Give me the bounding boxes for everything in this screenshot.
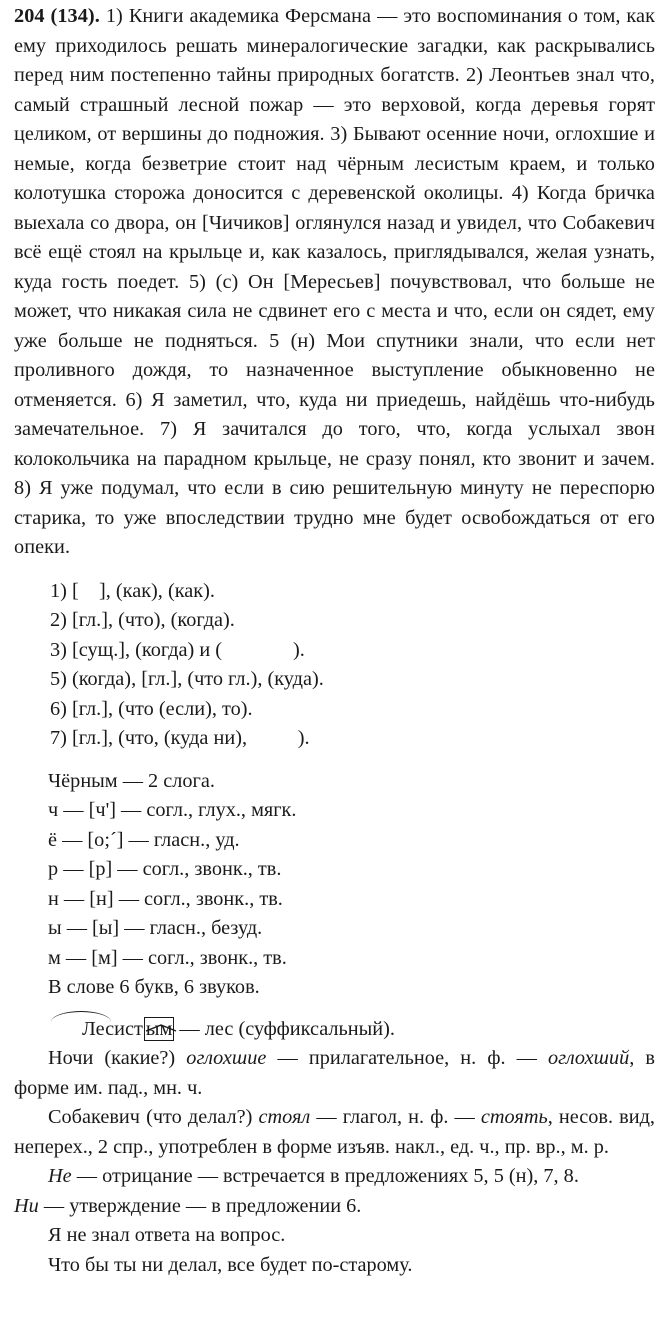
phonetic-line: м — [м] — согл., звонк., тв. [48,946,287,969]
analysis-text: , в форме им. пад., мн. ч. [14,1047,656,1099]
morphemic-word [48,1015,174,1045]
example-sentence: Что бы ты ни делал, все будет по-старому. [48,1253,413,1276]
morph-root: Лесист [82,1017,143,1040]
analysis-text: — утверждение — в предложении 6. [38,1194,362,1217]
analysis-text: — отрицание — встречается в предложениях 5, 5 (н), 7, 8. [71,1165,579,1187]
phonetic-line: ы — [ы] — гласн., безуд. [48,917,263,939]
root-arc-mark [51,1011,111,1022]
analysis-text: Ночи (какие?) [48,1047,187,1069]
word-analysis [14,1015,655,1281]
phonetic-line: Чёрным — 2 слога. [48,769,215,792]
phonetic-line: В слове 6 букв, 6 звуков. [48,976,260,998]
phonetic-line: н — [н] — согл., звонк., тв. [48,887,283,910]
exercise-text [14,2,655,563]
analysis-italic: оглохший [548,1047,630,1069]
suffix-mark [111,1012,143,1020]
analysis-adjective [14,1044,655,1103]
analysis-text: — прилагательное, н. ф. — [266,1047,549,1069]
analysis-ne [14,1162,655,1192]
phonetic-line: р — [р] — согл., звонк., тв. [48,858,282,880]
analysis-italic: Ни [14,1194,39,1217]
analysis-ni [14,1192,655,1222]
analysis-verb [14,1103,655,1162]
analysis-text: Собакевич (что делал?) [48,1106,259,1128]
scheme-line: 6) [гл.], (что (если), то). [50,697,253,720]
scheme-line: 3) [сущ.], (когда) и ( ). [50,638,305,661]
sentence-schemes [14,577,655,754]
scheme-line: 5) (когда), [гл.], (что гл.), (куда). [50,668,324,690]
morphemic-analysis [14,1015,655,1045]
exercise-number: 204 (134). [14,5,100,27]
analysis-italic: оглохшие [186,1047,267,1069]
phonetic-analysis [14,767,655,1003]
scheme-line: 1) [ ], (как), (как). [50,579,215,602]
scheme-line: 2) [гл.], (что), (когда). [50,609,235,631]
phonetic-line: ч — [ч'] — согл., глух., мягк. [48,799,297,821]
analysis-text: — глагол, н. ф. — [310,1106,481,1128]
analysis-italic: стоял [258,1106,311,1128]
morph-ending-box: ым [145,1017,173,1040]
phonetic-line: ё — [о;´] — гласн., уд. [48,828,240,851]
analysis-italic: Не [48,1165,72,1187]
example-sentence: Я не знал ответа на вопрос. [48,1224,286,1246]
analysis-italic: стоять [480,1106,548,1128]
scheme-line: 7) [гл.], (что, (куда ни), ). [50,727,310,749]
analysis-text: , несов. вид, неперех., 2 спр., употреблен в форме изъяв. накл., ед. ч., пр. вр., м. р. [14,1106,655,1158]
exercise-body: 1) Книги академика Ферсмана — это воспоминания о том, как ему приходилось решать минералогические загадки, как раскрывались перед ним постепенно тайны природных богатств. 2) Леонтьев знал что, самый страшный лесной пожар — это верховой, когда деревья горят целиком, от вершины до подножия. 3) Бывают осенние ночи, оглохшие и немые, когда безветрие стоит над чёрным лесистым краем, и только колотушка сторожа доносится с деревенской околицы. 4) Когда бричка выехала со двора, он [Чичиков] оглянулся назад и увидел, что Собакевич всё ещё стоял на крыльце и, как казалось, приглядывался, желая узнать, куда гость поедет. 5) (с) Он [Мересьев] почувствовал, что больше не может, что никакая сила не сдвинет его с места и что, если он сядет, ему уже больше не подняться. 5 (н) Мои спутники знали, что если нет проливного дождя, то назначенное выступление обыкновенно не отменяется. 6) Я заметил, что, куда ни приедешь, найдёшь что-нибудь замечательное. 7) Я зачитался до того, что, когда услыхал звон колокольчика на парадном крыльце, не сразу понял, кто звонит и зачем. 8) Я уже подумал, что если в сию решительную минуту не переспорю старика, то уже впоследствии трудно мне будет освобождаться от его опеки. [14,5,655,558]
morph-rest: — лес (суффиксальный). [174,1017,395,1040]
